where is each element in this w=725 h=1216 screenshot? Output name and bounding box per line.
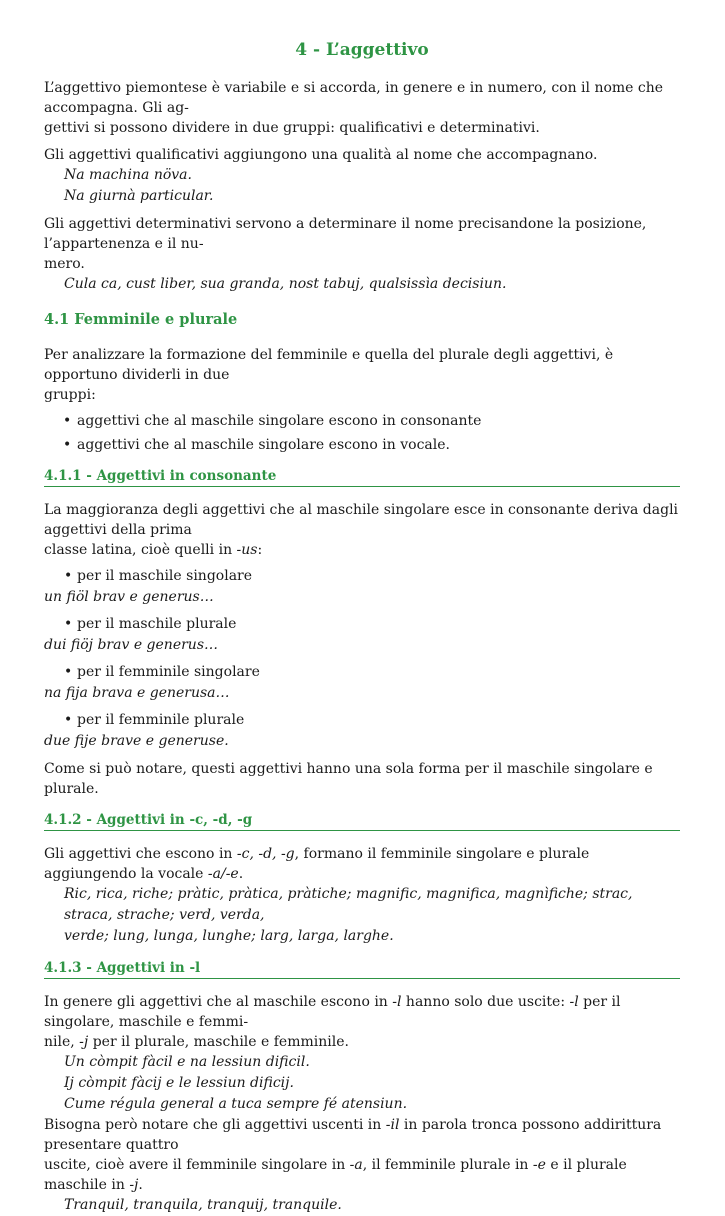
section-paragraph-line: gruppi: (44, 387, 96, 403)
example-line: Tranquil, tranquila, tranquij, tranquile. (64, 1197, 342, 1213)
example-line: Ij còmpit fàcij e le lessiun dificij. (64, 1075, 294, 1091)
chapter-title: 4 - L’aggettivo (295, 40, 429, 60)
subsection-paragraph-line: In genere gli aggettivi che al maschile escono in -l hanno solo due uscite: -l per il singolare, maschile e femmi- (44, 994, 621, 1030)
section-title-4-1: 4.1 Femminile e plurale (44, 311, 238, 328)
bullet-icon: • (63, 437, 72, 453)
subsection-paragraph-line: uscite, cioè avere il femminile singolare in -a, il femminile plurale in -e e il plurale maschile in -j. (44, 1157, 627, 1193)
example-line: Na machina növa. (64, 167, 192, 183)
list-item: • aggettivi che al maschile singolare escono in vocale. (63, 437, 450, 453)
example-line: Un còmpit fàcil e na lessiun dificil. (64, 1054, 310, 1070)
subsection-title-4-1-3: 4.1.3 - Aggettivi in -l (44, 959, 680, 979)
example-line: dui fiöj brav e generus… (44, 637, 219, 653)
example-line: due fije brave e generuse. (44, 733, 229, 749)
intro-paragraph-line: L’aggettivo piemontese è variabile e si accorda, in genere e in numero, con il nome che accompagna. Gli ag- (44, 80, 664, 116)
bullet-icon: • (64, 664, 73, 680)
list-item: • aggettivi che al maschile singolare escono in consonante (63, 413, 482, 429)
note-paragraph: Come si può notare, questi aggettivi hanno una sola forma per il maschile singolare e plurale. (44, 761, 653, 797)
example-line: Cume régula general a tuca sempre fé atensiun. (64, 1096, 408, 1112)
determinativi-paragraph-line: mero. (44, 256, 85, 272)
example-line: Na giurnà particular. (64, 188, 214, 204)
form-item: • per il maschile singolare un fiöl brav e generus… (44, 566, 680, 608)
subsection-paragraph: Gli aggettivi che escono in -c, -d, -g, formano il femminile singolare e plurale aggiungendo la vocale -a/-e. (44, 846, 590, 882)
subsection-title-4-1-1: 4.1.1 - Aggettivi in consonante (44, 467, 680, 487)
example-line: un fiöl brav e generus… (44, 589, 214, 605)
bullet-list (44, 411, 680, 455)
page (44, 38, 680, 1216)
example-line: na fija brava e generusa… (44, 685, 230, 701)
bullet-icon: • (64, 616, 73, 632)
example-line: verde; lung, lunga, lunghe; larg, larga, larghe. (64, 928, 394, 944)
intro-paragraph-line: gettivi si possono dividere in due gruppi: qualificativi e determinativi. (44, 120, 540, 136)
bullet-icon: • (64, 568, 73, 584)
bullet-icon: • (64, 712, 73, 728)
form-item: • per il maschile plurale dui fiöj brav e generus… (44, 614, 680, 656)
subsection-title-4-1-2: 4.1.2 - Aggettivi in -c, -d, -g (44, 811, 680, 831)
subsection-paragraph-line: classe latina, cioè quelli in -us: (44, 542, 263, 558)
form-item: • per il femminile plurale due fije brave e generuse. (44, 710, 680, 752)
form-item: • per il femminile singolare na fija brava e generusa… (44, 662, 680, 704)
subsection-paragraph-line: Bisogna però notare che gli aggettivi uscenti in -il in parola tronca possono addirittura presentare quattro (44, 1117, 662, 1153)
subsection-paragraph-line: nile, -j per il plurale, maschile e femminile. (44, 1034, 349, 1050)
bullet-icon: • (63, 413, 72, 429)
example-line: Cula ca, cust liber, sua granda, nost tabuj, qualsissìa decisiun. (64, 276, 507, 292)
qualificativi-paragraph: Gli aggettivi qualificativi aggiungono una qualità al nome che accompagnano. (44, 147, 598, 163)
determinativi-paragraph-line: Gli aggettivi determinativi servono a determinare il nome precisandone la posizione, l’appartenenza e il nu- (44, 216, 647, 252)
example-line: Ric, rica, riche; pràtic, pràtica, pràtiche; magnific, magnifica, magnìfiche; strac, straca, strache; verd, verda, (64, 886, 633, 923)
subsection-paragraph-line: La maggioranza degli aggettivi che al maschile singolare esce in consonante deriva dagli aggettivi della prima (44, 502, 679, 538)
section-paragraph-line: Per analizzare la formazione del femminile e quella del plurale degli aggettivi, è opportuno dividerli in due (44, 347, 614, 383)
